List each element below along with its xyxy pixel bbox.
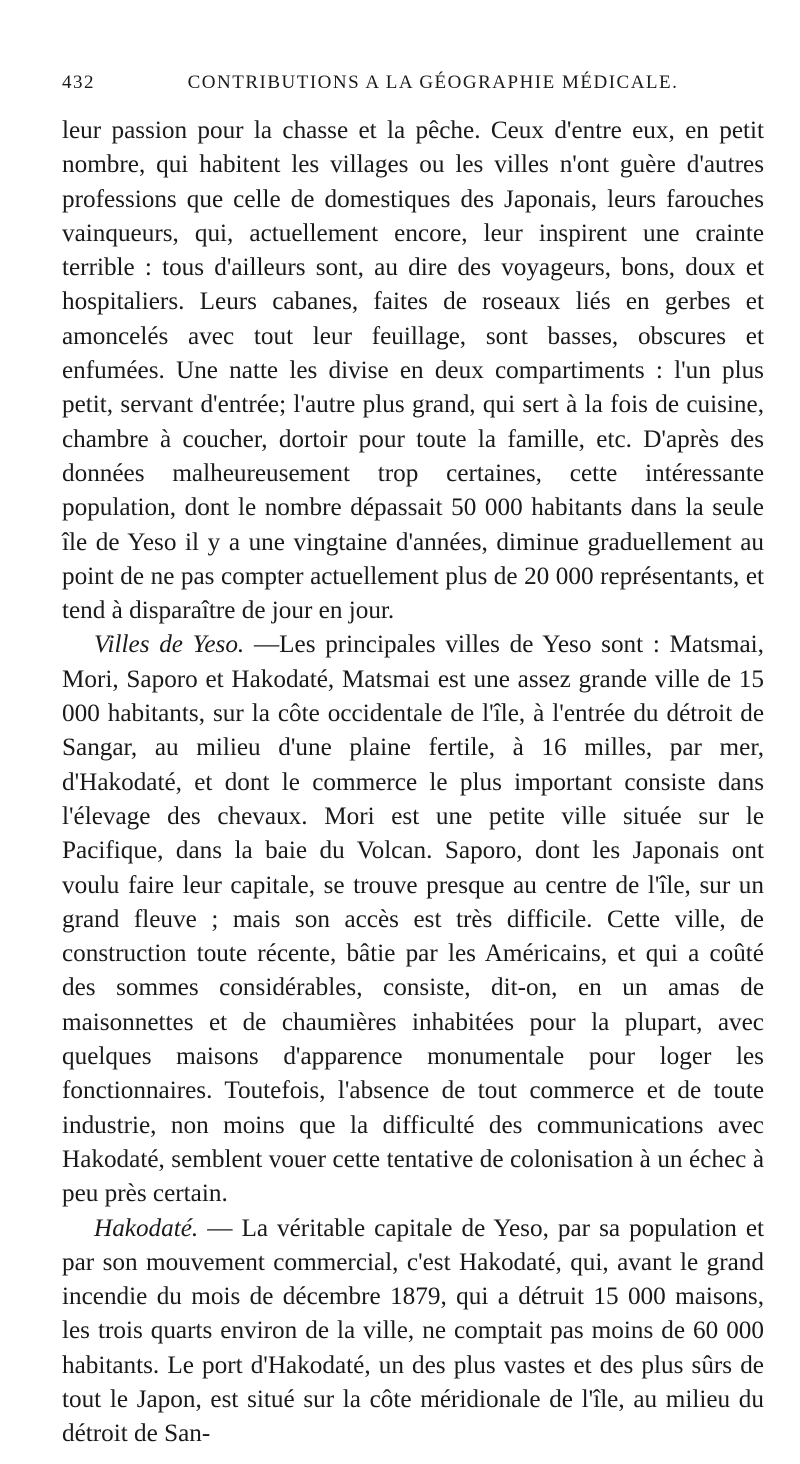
subheading-villes-de-yeso: Villes de Yeso.: [94, 631, 245, 659]
paragraph-villes-de-yeso: [62, 628, 764, 1211]
paragraph-text: leur passion pour la chasse et la pêche. Ceux d'entre eux, en petit nombre, qui habitent les villages ou les villes n'ont guère d'autres professions que celle de domestiques des Japonais, leurs farouches vainqueurs, qui, actuellement encore, leur inspirent une crainte terrible : tous d'ailleurs sont, au dire des voyageurs, bons, doux et hospitaliers. Leurs cabanes, faites de roseaux liés en gerbes et amoncelés avec tout leur feuillage, sont basses, obscures et enfumées. Une natte les divise en deux compartiments : l'un plus petit, servant d'entrée; l'autre plus grand, qui sert à la fois de cuisine, chambre à coucher, dortoir pour toute la famille, etc. D'après des données malheureusement trop certaines, cette intéressante population, dont le nombre dépassait 50 000 habitants dans la seule île de Yeso il y a une vingtaine d'années, diminue graduellement au point de ne pas compter actuellement plus de 20 000 représentants, et tend à disparaître de jour en jour.: [62, 117, 764, 625]
document-page: [62, 72, 764, 1452]
paragraph-text: — La véritable capitale de Yeso, par sa population et par son mouvement commercial, c'est Hakodaté, qui, avant le grand incendie du mois de décembre 1879, qui a détruit 15 000 maisons, les trois quarts environ de la ville, ne comptait pas moins de 60 000 habitants. Le port d'Hakodaté, un des plus vastes et des plus sûrs de tout le Japon, est situé sur la côte méridionale de l'île, au milieu du détroit de San-: [62, 1214, 765, 1448]
paragraph-text: —Les principales villes de Yeso sont : Matsmai, Mori, Saporo et Hakodaté, Matsmai est une assez grande ville de 15 000 habitants, sur la côte occidentale de l'île, à l'entrée du détroit de Sangar, au milieu d'une plaine fertile, à 16 milles, par mer, d'Hakodaté, et dont le commerce le plus important consiste dans l'élevage des chevaux. Mori est une petite ville située sur le Pacifique, dans la baie du Volcan. Saporo, dont les Japonais ont voulu faire leur capitale, se trouve presque au centre de l'île, sur un grand fleuve ; mais son accès est très difficile. Cette ville, de construction toute récente, bâtie par les Américains, et qui a coûté des sommes considérables, consiste, dit-on, en un amas de maisonnettes et de chaumières inhabitées pour la plupart, avec quelques maisons d'apparence monumentale pour loger les fonctionnaires. Toutefois, l'absence de tout commerce et de toute industrie, non moins que la difficulté des communications avec Hakodaté, semblent vouer cette tentative de colonisation à un échec à peu près certain.: [62, 631, 764, 1208]
paragraph-hakodate: [62, 1212, 764, 1452]
header-title: CONTRIBUTIONS A LA GÉOGRAPHIE MÉDICALE.: [187, 72, 679, 93]
page-number: 432: [62, 72, 95, 93]
body-text: [62, 114, 764, 1452]
subheading-hakodate: Hakodaté.: [94, 1214, 199, 1242]
paragraph-ainos: [62, 114, 764, 628]
running-head: [62, 72, 764, 106]
